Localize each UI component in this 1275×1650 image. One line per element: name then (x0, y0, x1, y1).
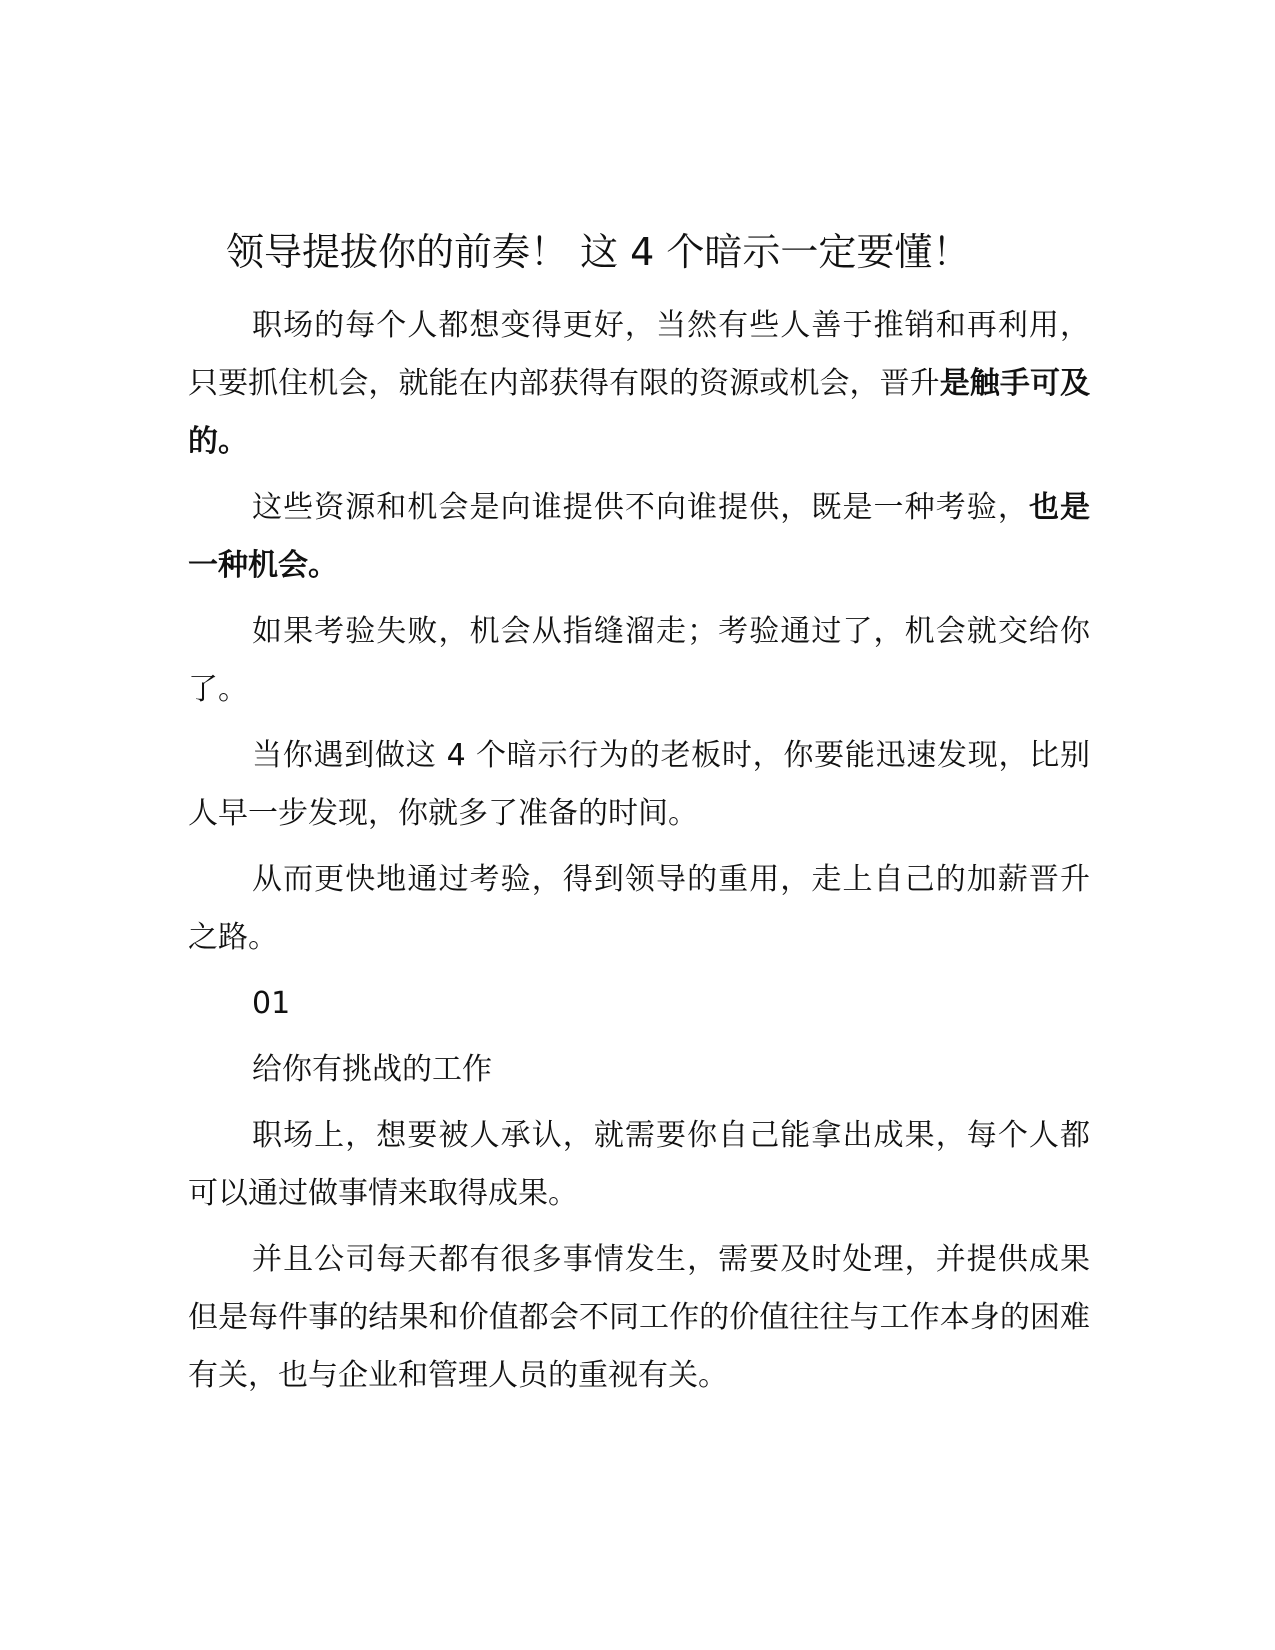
section-number (188, 975, 1090, 1033)
section-heading-text: 给你有挑战的工作 (252, 1052, 492, 1087)
paragraph-4-text: 当你遇到做这 4 个暗示行为的老板时，你要能迅速发现，比别人早一步发现，你就多了准备的时间。 (188, 738, 1090, 831)
paragraph-7 (188, 1231, 1090, 1405)
paragraph-2-tail: 也是一种机会。 (188, 490, 1091, 583)
section-heading (188, 1041, 1090, 1099)
page-title: 领导提拔你的前奏！ 这 4 个暗示一定要懂！ (226, 230, 971, 274)
paragraph-7-text: 并且公司每天都有很多事情发生，需要及时处理，并提供成果但是每件事的结果和价值都会不同工作的价值往往与工作本身的困难有关，也与企业和管理人员的重视有关。 (188, 1242, 1090, 1393)
article-body (188, 297, 1090, 1413)
paragraph-4 (188, 727, 1090, 843)
paragraph-1 (188, 297, 1090, 471)
paragraph-5-text: 从而更快地通过考验，得到领导的重用，走上自己的加薪晋升之路。 (188, 862, 1090, 955)
paragraph-6 (188, 1107, 1090, 1223)
paragraph-5 (188, 851, 1090, 967)
paragraph-2 (188, 479, 1090, 595)
paragraph-1-tail: 是触手可及的。 (188, 366, 1091, 459)
paragraph-3 (188, 603, 1090, 719)
paragraph-6-text: 职场上，想要被人承认，就需要你自己能拿出成果，每个人都可以通过做事情来取得成果。 (188, 1118, 1090, 1211)
paragraph-1-text: 职场的每个人都想变得更好，当然有些人善于推销和再利用，只要抓住机会，就能在内部获得有限的资源或机会，晋升 (188, 308, 1090, 401)
section-number-text: 01 (252, 986, 291, 1021)
paragraph-3-text: 如果考验失败，机会从指缝溜走；考验通过了，机会就交给你了。 (188, 614, 1090, 707)
paragraph-2-text: 这些资源和机会是向谁提供不向谁提供，既是一种考验， (252, 490, 1029, 525)
